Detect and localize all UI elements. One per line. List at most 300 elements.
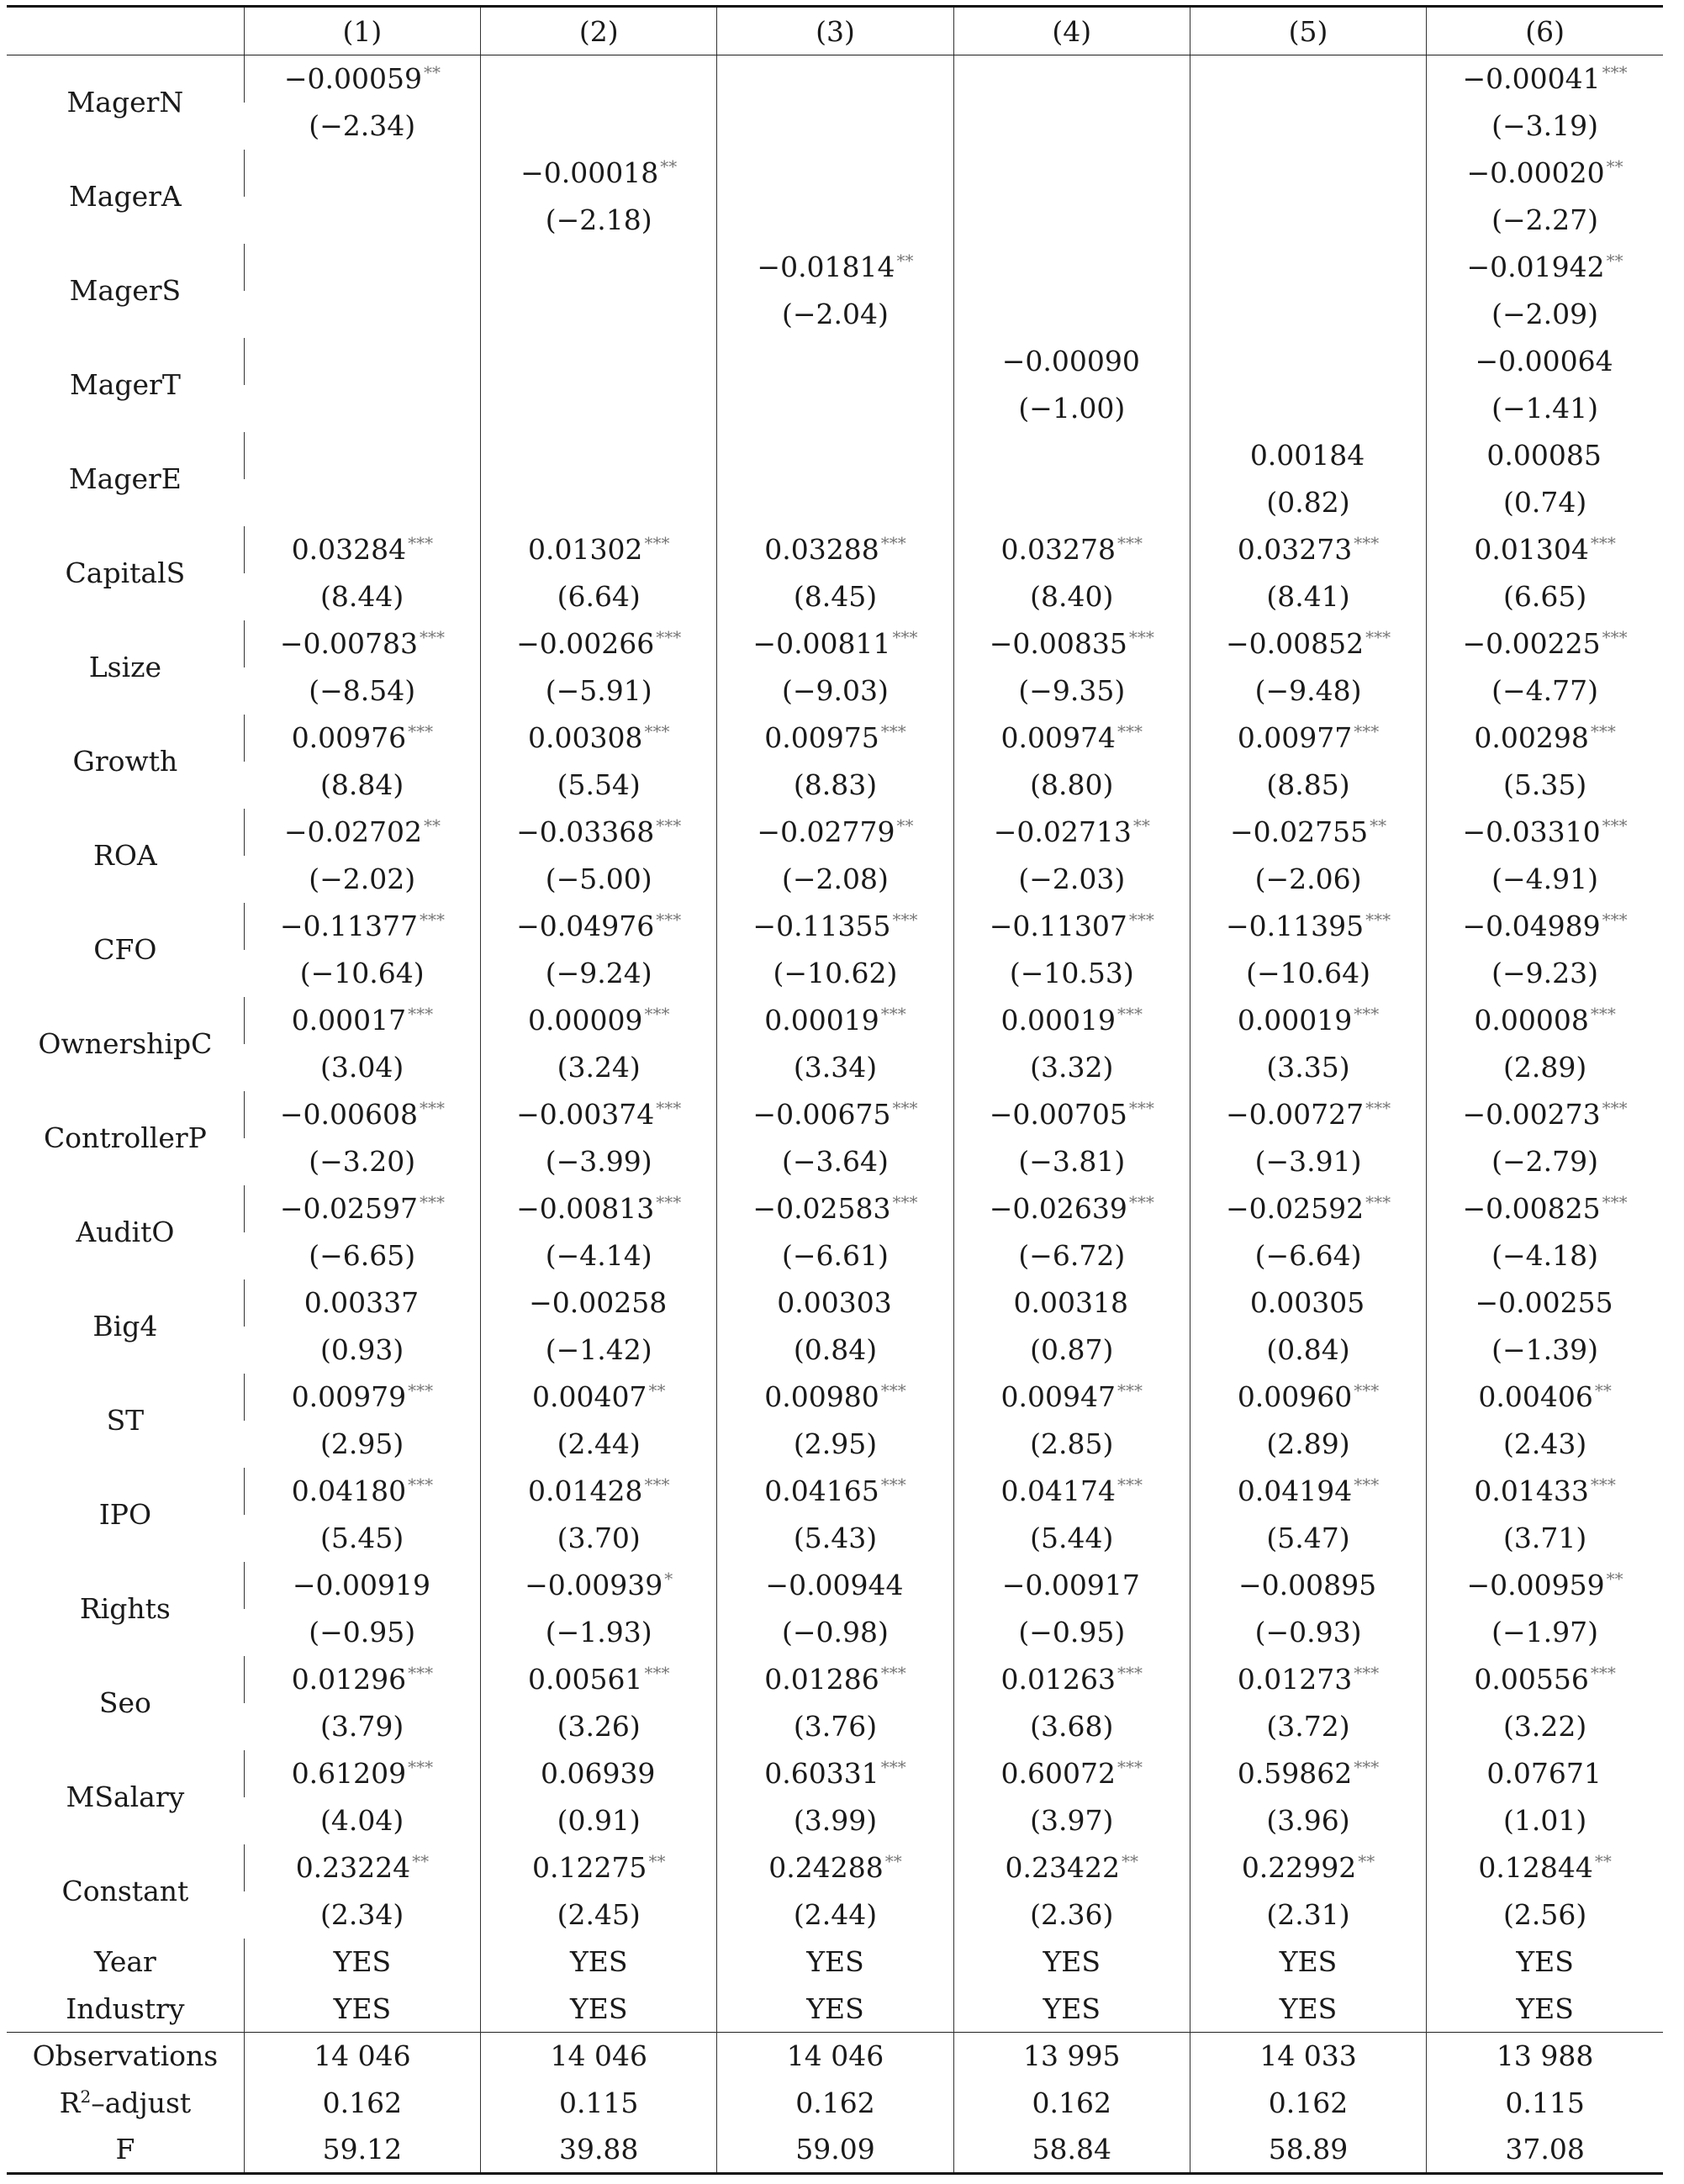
- significance-stars: ***: [1365, 627, 1391, 647]
- significance-stars: ***: [1354, 721, 1380, 741]
- t-statistic-cell: (8.83): [717, 762, 953, 809]
- t-statistic-cell: (3.22): [1427, 1703, 1663, 1750]
- coefficient-value: −0.00852: [1225, 627, 1365, 660]
- coefficient-cell: [481, 1750, 717, 1797]
- t-statistic-cell: (−1.42): [481, 1327, 717, 1374]
- fixed-effect-cell: YES: [1427, 1939, 1663, 1986]
- t-statistic-cell: (8.80): [953, 762, 1190, 809]
- header-cell-model-3: (3): [717, 7, 953, 55]
- t-statistic-row: [7, 573, 1663, 620]
- significance-stars: **: [1370, 815, 1387, 836]
- coefficient-value: −0.00825: [1462, 1192, 1601, 1225]
- coefficient-cell: [717, 55, 953, 103]
- t-statistic-cell: (2.31): [1190, 1891, 1426, 1939]
- coefficient-cell: [244, 1185, 480, 1232]
- statistic-cell: 13 988: [1427, 2033, 1663, 2080]
- coefficient-cell: [717, 1562, 953, 1609]
- variable-label: OwnershipC: [38, 1027, 213, 1060]
- t-statistic-cell: (−2.08): [717, 856, 953, 903]
- variable-label: CapitalS: [65, 557, 186, 589]
- t-statistic-cell: (−0.95): [953, 1609, 1190, 1656]
- significance-stars: ***: [1602, 815, 1628, 836]
- coefficient-value: −0.00059: [283, 62, 422, 96]
- variable-label: MSalary: [66, 1780, 185, 1813]
- coefficient-cell: [717, 1279, 953, 1327]
- t-statistic-cell: (−3.64): [717, 1138, 953, 1185]
- coefficient-cell: [1427, 1185, 1663, 1232]
- significance-stars: ***: [892, 627, 918, 647]
- significance-stars: ***: [419, 1098, 445, 1118]
- coefficient-cell: [481, 1091, 717, 1138]
- statistic-cell: 0.162: [717, 2080, 953, 2127]
- coefficient-cell: [244, 244, 480, 291]
- t-statistic-cell: (2.89): [1427, 1044, 1663, 1091]
- coefficient-cell: [244, 1091, 480, 1138]
- coefficient-cell: [244, 55, 480, 103]
- coefficient-value: 0.00009: [527, 1004, 643, 1037]
- significance-stars: ***: [1117, 533, 1143, 553]
- coefficient-cell: [1427, 1844, 1663, 1891]
- t-statistic-cell: (3.71): [1427, 1515, 1663, 1562]
- coefficient-value: 0.04165: [764, 1474, 879, 1507]
- significance-stars: ***: [1602, 62, 1628, 83]
- coefficient-row: [7, 338, 1663, 385]
- coefficient-cell: [1427, 55, 1663, 103]
- coefficient-value: 0.07671: [1486, 1757, 1602, 1790]
- t-statistic-row: [7, 762, 1663, 809]
- t-statistic-cell: [244, 291, 480, 338]
- significance-stars: ***: [1590, 721, 1616, 741]
- significance-stars: **: [1606, 251, 1623, 271]
- coefficient-cell: [1427, 244, 1663, 291]
- coefficient-value: 0.00561: [527, 1663, 643, 1696]
- coefficient-value: −0.01942: [1466, 251, 1605, 283]
- coefficient-value: −0.00944: [765, 1569, 904, 1601]
- significance-stars: ***: [1128, 1192, 1154, 1212]
- statistic-cell: 0.162: [953, 2080, 1190, 2127]
- variable-label: MagerS: [69, 274, 182, 307]
- coefficient-value: 0.00960: [1237, 1380, 1353, 1413]
- coefficient-value: 0.00976: [291, 721, 407, 754]
- coefficient-cell: [953, 1091, 1190, 1138]
- coefficient-cell: [717, 903, 953, 950]
- coefficient-cell: [717, 1468, 953, 1515]
- coefficient-cell: [1427, 1468, 1663, 1515]
- significance-stars: ***: [1602, 910, 1628, 930]
- coefficient-row: [7, 1844, 1663, 1891]
- t-statistic-cell: [953, 291, 1190, 338]
- t-statistic-cell: (−6.65): [309, 1239, 416, 1272]
- fixed-effect-cell: YES: [481, 1939, 717, 1986]
- significance-stars: ***: [1602, 627, 1628, 647]
- t-statistic-cell: (−0.93): [1190, 1609, 1426, 1656]
- coefficient-cell: [481, 1185, 717, 1232]
- t-statistic-cell: (5.44): [953, 1515, 1190, 1562]
- coefficient-value: 0.00318: [1013, 1286, 1128, 1319]
- significance-stars: ***: [1117, 1663, 1143, 1683]
- coefficient-value: −0.00041: [1462, 62, 1601, 96]
- coefficient-value: 0.00980: [764, 1380, 879, 1413]
- t-statistic-row: [7, 1327, 1663, 1374]
- significance-stars: ***: [880, 1380, 906, 1401]
- significance-stars: **: [1594, 1851, 1612, 1871]
- t-statistic-row: [7, 197, 1663, 244]
- coefficient-value: 0.00298: [1474, 721, 1589, 754]
- t-statistic-row: [7, 1515, 1663, 1562]
- coefficient-cell: [244, 1750, 480, 1797]
- significance-stars: ***: [408, 1474, 434, 1495]
- t-statistic-row: [7, 1232, 1663, 1279]
- t-statistic-cell: (−2.03): [953, 856, 1190, 903]
- coefficient-value: −0.11355: [752, 910, 891, 942]
- coefficient-value: 0.60331: [764, 1757, 879, 1790]
- coefficient-cell: [1190, 1091, 1426, 1138]
- significance-stars: **: [1606, 1569, 1623, 1589]
- significance-stars: ***: [1128, 910, 1154, 930]
- coefficient-cell: [717, 620, 953, 667]
- t-statistic-cell: (3.79): [320, 1710, 404, 1743]
- significance-stars: ***: [880, 1663, 906, 1683]
- coefficient-cell: [953, 1844, 1190, 1891]
- t-statistic-cell: [953, 103, 1190, 150]
- significance-stars: ***: [880, 533, 906, 553]
- t-statistic-cell: (3.76): [717, 1703, 953, 1750]
- coefficient-cell: [481, 1656, 717, 1703]
- coefficient-value: 0.00008: [1474, 1004, 1589, 1037]
- t-statistic-cell: [481, 385, 717, 432]
- coefficient-row: [7, 997, 1663, 1044]
- significance-stars: ***: [408, 721, 434, 741]
- fixed-effect-cell: YES: [1190, 1986, 1426, 2033]
- fixed-effect-cell: YES: [1190, 1939, 1426, 1986]
- t-statistic-cell: (−2.27): [1427, 197, 1663, 244]
- coefficient-value: −0.00064: [1475, 345, 1613, 377]
- coefficient-row: [7, 150, 1663, 197]
- coefficient-row: [7, 1750, 1663, 1797]
- coefficient-cell: [1427, 715, 1663, 762]
- coefficient-value: −0.00258: [529, 1286, 668, 1319]
- t-statistic-cell: [481, 479, 717, 526]
- t-statistic-cell: [953, 479, 1190, 526]
- significance-stars: **: [423, 62, 441, 83]
- variable-label: MagerE: [68, 462, 182, 495]
- significance-stars: ***: [1354, 1663, 1380, 1683]
- statistic-cell: 0.115: [1427, 2080, 1663, 2127]
- coefficient-cell: [244, 1374, 480, 1421]
- significance-stars: *: [664, 1569, 673, 1589]
- significance-stars: ***: [656, 1192, 682, 1212]
- coefficient-cell: [1427, 809, 1663, 856]
- significance-stars: ***: [1354, 1474, 1380, 1495]
- t-statistic-cell: (8.84): [320, 768, 404, 801]
- significance-stars: ***: [880, 1474, 906, 1495]
- significance-stars: **: [1606, 156, 1623, 177]
- coefficient-value: 0.04180: [291, 1474, 407, 1507]
- coefficient-value: 0.01263: [1000, 1663, 1116, 1696]
- significance-stars: ***: [419, 627, 445, 647]
- coefficient-row: [7, 244, 1663, 291]
- t-statistic-cell: (−1.00): [953, 385, 1190, 432]
- regression-results-table: [7, 5, 1663, 2175]
- statistic-cell: 59.09: [717, 2127, 953, 2174]
- t-statistic-cell: (−6.64): [1190, 1232, 1426, 1279]
- t-statistic-cell: (−0.95): [309, 1616, 416, 1649]
- t-statistic-cell: [481, 103, 717, 150]
- coefficient-cell: [1427, 1562, 1663, 1609]
- significance-stars: ***: [1590, 533, 1616, 553]
- t-statistic-cell: (8.44): [320, 580, 404, 613]
- coefficient-value: −0.03368: [516, 815, 655, 848]
- t-statistic-cell: (−3.20): [309, 1145, 416, 1178]
- fixed-effect-cell: YES: [481, 1986, 717, 2033]
- coefficient-value: 0.00407: [531, 1380, 647, 1413]
- t-statistic-row: [7, 1044, 1663, 1091]
- coefficient-value: 0.00019: [1237, 1004, 1353, 1037]
- coefficient-row: [7, 432, 1663, 479]
- coefficient-value: −0.00020: [1466, 156, 1605, 189]
- variable-label: MagerT: [69, 368, 181, 401]
- coefficient-cell: [717, 338, 953, 385]
- coefficient-value: 0.00019: [764, 1004, 879, 1037]
- t-statistic-cell: (−3.81): [953, 1138, 1190, 1185]
- coefficient-value: −0.00705: [989, 1098, 1127, 1131]
- t-statistic-cell: [244, 479, 480, 526]
- statistic-label-rest: –adjust: [91, 2086, 192, 2119]
- t-statistic-cell: [717, 479, 953, 526]
- significance-stars: ***: [892, 1098, 918, 1118]
- coefficient-cell: [1190, 620, 1426, 667]
- coefficient-cell: [1427, 903, 1663, 950]
- variable-label: Growth: [72, 745, 178, 778]
- coefficient-row: [7, 715, 1663, 762]
- coefficient-cell: [1427, 338, 1663, 385]
- significance-stars: ***: [1590, 1663, 1616, 1683]
- coefficient-cell: [244, 1562, 480, 1609]
- coefficient-value: −0.00374: [516, 1098, 655, 1131]
- coefficient-value: −0.00939: [525, 1569, 663, 1601]
- significance-stars: ***: [1354, 1380, 1380, 1401]
- variable-label: Seo: [98, 1686, 151, 1719]
- coefficient-cell: [1427, 1750, 1663, 1797]
- coefficient-value: −0.00959: [1466, 1569, 1605, 1601]
- coefficient-cell: [481, 1279, 717, 1327]
- t-statistic-cell: (3.32): [953, 1044, 1190, 1091]
- significance-stars: ***: [644, 1663, 670, 1683]
- coefficient-value: −0.00895: [1238, 1569, 1377, 1601]
- statistic-cell: 14 046: [481, 2033, 717, 2080]
- header-cell-label: [7, 7, 244, 55]
- coefficient-value: 0.23224: [295, 1851, 411, 1884]
- coefficient-value: 0.03284: [291, 533, 407, 566]
- coefficient-row: [7, 526, 1663, 573]
- coefficient-cell: [244, 1656, 480, 1703]
- coefficient-value: −0.02639: [989, 1192, 1127, 1225]
- coefficient-value: −0.00835: [989, 627, 1127, 660]
- coefficient-cell: [953, 526, 1190, 573]
- coefficient-row: [7, 1185, 1663, 1232]
- coefficient-cell: [953, 1185, 1190, 1232]
- header-row: [7, 7, 1663, 55]
- coefficient-cell: [1190, 150, 1426, 197]
- t-statistic-cell: (8.45): [717, 573, 953, 620]
- coefficient-cell: [717, 1844, 953, 1891]
- significance-stars: ***: [419, 910, 445, 930]
- t-statistic-cell: (0.74): [1427, 479, 1663, 526]
- t-statistic-cell: (2.95): [717, 1421, 953, 1468]
- t-statistic-row: [7, 385, 1663, 432]
- t-statistic-cell: (3.72): [1190, 1703, 1426, 1750]
- coefficient-value: 0.00337: [304, 1286, 420, 1319]
- coefficient-value: −0.00813: [516, 1192, 655, 1225]
- coefficient-value: −0.00675: [752, 1098, 891, 1131]
- t-statistic-cell: (−1.41): [1427, 385, 1663, 432]
- coefficient-row: [7, 620, 1663, 667]
- significance-stars: **: [884, 1851, 902, 1871]
- significance-stars: ***: [1365, 910, 1391, 930]
- t-statistic-cell: (3.99): [717, 1797, 953, 1844]
- statistic-label: [7, 2033, 244, 2080]
- coefficient-value: 0.00406: [1478, 1380, 1593, 1413]
- significance-stars: ***: [644, 1004, 670, 1024]
- t-statistic-row: [7, 1891, 1663, 1939]
- significance-stars: ***: [892, 1192, 918, 1212]
- t-statistic-cell: (−2.06): [1190, 856, 1426, 903]
- coefficient-value: 0.04194: [1237, 1474, 1353, 1507]
- significance-stars: ***: [1128, 627, 1154, 647]
- coefficient-value: −0.00018: [520, 156, 659, 189]
- t-statistic-cell: [1190, 291, 1426, 338]
- coefficient-cell: [244, 1844, 480, 1891]
- coefficient-row: [7, 903, 1663, 950]
- coefficient-cell: [1427, 432, 1663, 479]
- significance-stars: ***: [1602, 1192, 1628, 1212]
- t-statistic-row: [7, 1797, 1663, 1844]
- coefficient-value: 0.00974: [1000, 721, 1116, 754]
- coefficient-value: −0.00811: [752, 627, 891, 660]
- t-statistic-cell: (1.01): [1427, 1797, 1663, 1844]
- coefficient-cell: [1190, 1562, 1426, 1609]
- t-statistic-cell: (−10.64): [299, 957, 425, 989]
- coefficient-cell: [1190, 715, 1426, 762]
- variable-label: CFO: [93, 933, 157, 966]
- significance-stars: ***: [408, 1004, 434, 1024]
- coefficient-cell: [717, 150, 953, 197]
- significance-stars: **: [1122, 1851, 1138, 1871]
- t-statistic-cell: (−9.48): [1190, 667, 1426, 715]
- coefficient-cell: [1427, 997, 1663, 1044]
- coefficient-cell: [1190, 55, 1426, 103]
- coefficient-cell: [717, 432, 953, 479]
- significance-stars: **: [412, 1851, 430, 1871]
- coefficient-value: −0.00225: [1462, 627, 1601, 660]
- t-statistic-cell: (−0.98): [717, 1609, 953, 1656]
- coefficient-cell: [1190, 1656, 1426, 1703]
- coefficient-cell: [717, 1750, 953, 1797]
- t-statistic-cell: (6.64): [481, 573, 717, 620]
- significance-stars: ***: [892, 910, 918, 930]
- coefficient-cell: [244, 150, 480, 197]
- statistic-label-text: R: [59, 2086, 81, 2119]
- t-statistic-cell: (−1.39): [1427, 1327, 1663, 1374]
- t-statistic-cell: (−10.64): [1190, 950, 1426, 997]
- coefficient-row: [7, 1656, 1663, 1703]
- coefficient-cell: [481, 150, 717, 197]
- coefficient-value: −0.00783: [279, 627, 418, 660]
- t-statistic-cell: (0.91): [481, 1797, 717, 1844]
- significance-stars: ***: [1117, 1004, 1143, 1024]
- coefficient-row: [7, 809, 1663, 856]
- t-statistic-cell: (3.26): [481, 1703, 717, 1750]
- fixed-effect-cell: YES: [717, 1986, 953, 2033]
- significance-stars: ***: [1365, 1192, 1391, 1212]
- variable-label: ControllerP: [43, 1121, 207, 1154]
- coefficient-cell: [481, 1844, 717, 1891]
- significance-stars: ***: [656, 910, 682, 930]
- t-statistic-cell: (3.97): [953, 1797, 1190, 1844]
- statistic-row: [7, 2080, 1663, 2127]
- coefficient-cell: [953, 997, 1190, 1044]
- coefficient-cell: [953, 1656, 1190, 1703]
- significance-stars: **: [896, 815, 914, 836]
- coefficient-cell: [244, 526, 480, 573]
- coefficient-cell: [717, 997, 953, 1044]
- significance-stars: ***: [880, 1004, 906, 1024]
- coefficient-value: −0.11377: [279, 910, 418, 942]
- significance-stars: ***: [1117, 1757, 1143, 1777]
- coefficient-value: −0.02779: [757, 815, 895, 848]
- coefficient-value: 0.00085: [1486, 439, 1602, 472]
- coefficient-cell: [717, 715, 953, 762]
- coefficient-cell: [717, 244, 953, 291]
- significance-stars: ***: [656, 815, 682, 836]
- coefficient-cell: [481, 715, 717, 762]
- t-statistic-cell: (−1.97): [1427, 1609, 1663, 1656]
- significance-stars: **: [1358, 1851, 1375, 1871]
- coefficient-value: 0.00308: [527, 721, 643, 754]
- coefficient-value: −0.02713: [993, 815, 1132, 848]
- statistic-cell: 14 046: [244, 2033, 480, 2080]
- coefficient-cell: [953, 55, 1190, 103]
- t-statistic-cell: [717, 197, 953, 244]
- t-statistic-cell: (−3.19): [1427, 103, 1663, 150]
- coefficient-value: −0.11395: [1225, 910, 1365, 942]
- significance-stars: ***: [408, 1380, 434, 1401]
- coefficient-value: 0.01273: [1237, 1663, 1353, 1696]
- fixed-effect-cell: YES: [1427, 1986, 1663, 2033]
- coefficient-value: 0.59862: [1237, 1757, 1353, 1790]
- coefficient-value: 0.01428: [527, 1474, 643, 1507]
- coefficient-cell: [1190, 1844, 1426, 1891]
- coefficient-value: 0.03288: [764, 533, 879, 566]
- t-statistic-cell: (−9.03): [717, 667, 953, 715]
- significance-stars: ***: [1354, 1757, 1380, 1777]
- t-statistic-cell: (3.34): [717, 1044, 953, 1091]
- coefficient-cell: [244, 715, 480, 762]
- t-statistic-cell: (8.40): [953, 573, 1190, 620]
- coefficient-cell: [717, 809, 953, 856]
- t-statistic-cell: (5.43): [717, 1515, 953, 1562]
- coefficient-cell: [953, 1750, 1190, 1797]
- coefficient-value: −0.00273: [1462, 1098, 1601, 1131]
- t-statistic-row: [7, 479, 1663, 526]
- t-statistic-cell: (−9.23): [1427, 950, 1663, 997]
- coefficient-cell: [481, 997, 717, 1044]
- coefficient-cell: [244, 903, 480, 950]
- t-statistic-cell: (−4.91): [1427, 856, 1663, 903]
- t-statistic-cell: (3.04): [320, 1051, 404, 1084]
- coefficient-cell: [481, 620, 717, 667]
- statistic-cell: 58.89: [1190, 2127, 1426, 2174]
